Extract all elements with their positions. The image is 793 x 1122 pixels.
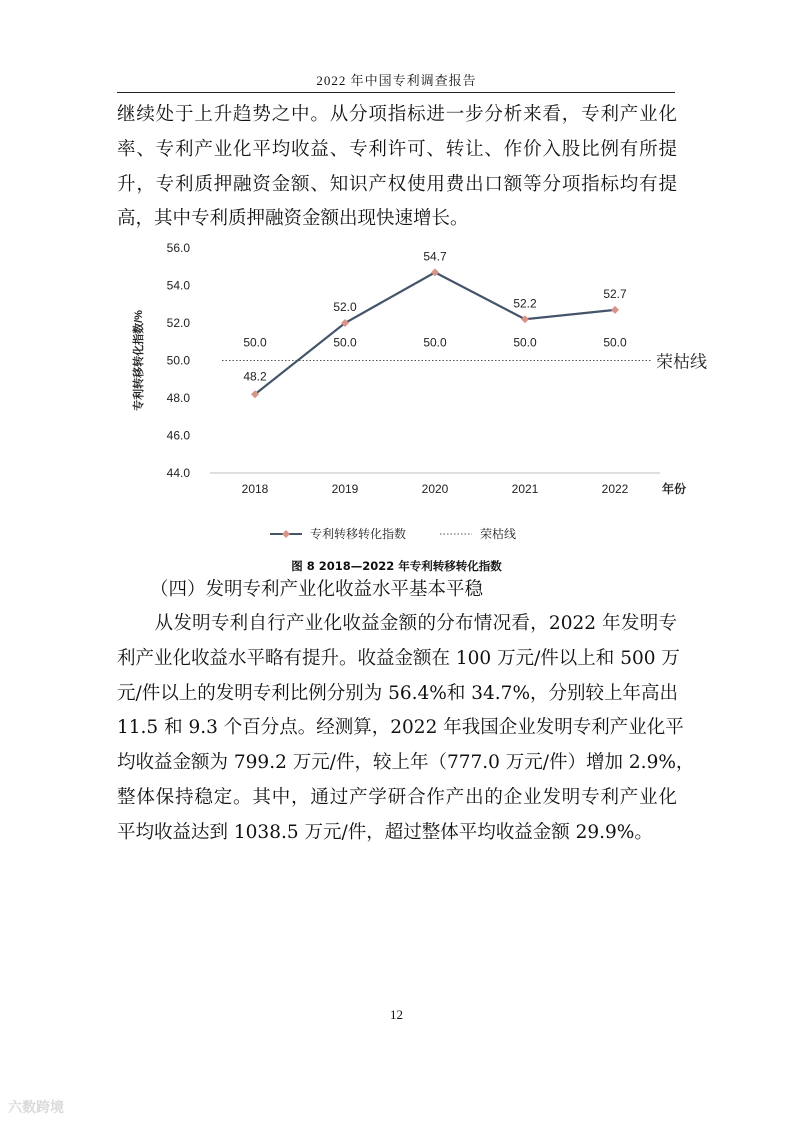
legend xyxy=(270,526,516,541)
y-axis-title: 专利转移转化指数/% xyxy=(133,310,145,411)
series-line-main xyxy=(255,272,615,394)
page-number: 12 xyxy=(390,1007,403,1022)
data-point-marker xyxy=(611,306,619,314)
y-tick-label: 50.0 xyxy=(166,353,190,368)
paragraph-2-line: 平均收益达到 1038.5 万元/件，超过整体平均收益金额 29.9%。 xyxy=(117,821,653,843)
x-tick-label: 2021 xyxy=(511,482,539,496)
x-tick-label: 2019 xyxy=(331,482,359,496)
x-axis-title: 年份 xyxy=(662,482,687,496)
page-header-title: 2022 年中国专利调查报告 xyxy=(316,73,477,88)
reference-data-label: 50.0 xyxy=(333,335,357,350)
paragraph-1 xyxy=(117,98,677,237)
paragraph-1-line: 升，专利质押融资金额、知识产权使用费出口额等分项指标均有提 xyxy=(117,173,677,195)
reference-data-label: 50.0 xyxy=(423,335,447,350)
paragraph-2-line: 利产业化收益水平略有提升。收益金额在 100 万元/件以上和 500 万 xyxy=(117,647,680,669)
legend-label-reference: 荣枯线 xyxy=(480,527,517,541)
paragraph-2-line: 11.5 和 9.3 个百分点。经测算，2022 年我国企业发明专利产业化平 xyxy=(117,717,684,739)
reference-line-label: 荣枯线 xyxy=(656,352,707,372)
paragraph-1-line: 率、专利产业化平均收益、专利许可、转让、作价入股比例有所提 xyxy=(117,138,677,160)
figure-caption: 图 8 2018—2022 年专利转移转化指数 xyxy=(291,559,502,573)
data-labels-layer xyxy=(243,249,707,383)
data-label: 52.2 xyxy=(513,296,537,311)
data-label: 52.7 xyxy=(603,286,627,301)
y-tick-label: 46.0 xyxy=(166,428,190,443)
y-tick-label: 48.0 xyxy=(166,391,190,405)
paragraph-2-line: 元/件以上的发明专利比例分别为 56.4%和 34.7%，分别较上年高出 xyxy=(117,682,679,704)
reference-data-label: 50.0 xyxy=(603,335,627,350)
legend-marker-main xyxy=(282,530,290,538)
x-tick-label: 2020 xyxy=(421,482,449,496)
paragraph-2-line: 均收益金额为 799.2 万元/件，较上年（777.0 万元/件）增加 2.9%， xyxy=(117,752,695,774)
paragraph-2 xyxy=(117,607,695,851)
x-tick-label: 2022 xyxy=(601,482,629,496)
series-layer xyxy=(222,268,652,398)
header-divider xyxy=(117,92,675,93)
watermark-logo: 六数跨境 xyxy=(8,1100,64,1116)
paragraph-1-line: 高，其中专利质押融资金额出现快速增长。 xyxy=(117,208,469,230)
data-label: 48.2 xyxy=(243,369,267,384)
y-tick-label: 54.0 xyxy=(166,278,190,293)
data-point-marker xyxy=(521,315,529,323)
reference-data-label: 50.0 xyxy=(513,335,537,350)
y-tick-label: 44.0 xyxy=(166,466,190,480)
paragraph-2-line: 从发明专利自行产业化收益金额的分布情况看，2022 年发明专 xyxy=(117,613,677,634)
section-heading: （四）发明专利产业化收益水平基本平稳 xyxy=(150,579,484,600)
data-label: 52.0 xyxy=(333,300,357,314)
line-chart xyxy=(120,238,707,558)
data-label: 54.7 xyxy=(423,249,447,264)
y-tick-label: 52.0 xyxy=(166,316,190,330)
y-tick-labels xyxy=(131,241,190,480)
paragraph-1-line: 继续处于上升趋势之中。从分项指标进一步分析来看，专利产业化 xyxy=(117,104,677,125)
x-tick-labels xyxy=(242,481,686,496)
y-tick-label: 56.0 xyxy=(166,241,190,255)
paragraph-2-line: 整体保持稳定。其中，通过产学研合作产出的企业发明专利产业化 xyxy=(117,786,677,808)
x-tick-label: 2018 xyxy=(241,482,269,496)
legend-label-main: 专利转移转化指数 xyxy=(310,527,407,541)
reference-data-label: 50.0 xyxy=(243,335,267,350)
